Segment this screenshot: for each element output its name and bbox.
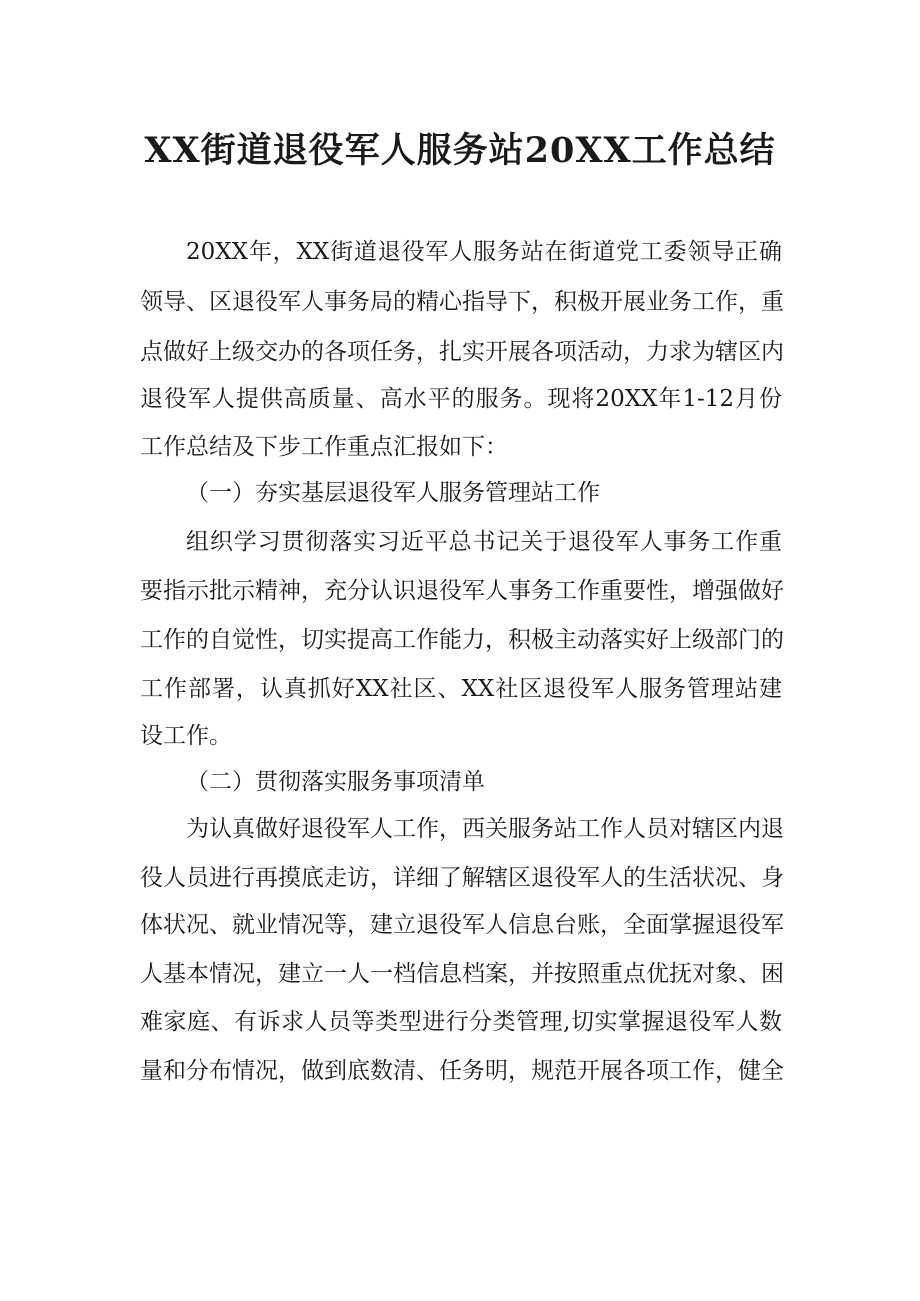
paragraph-line: 量和分布情况，做到底数清、任务明，规范开展各项工作，健全 xyxy=(140,1058,784,1084)
paragraph-line: 20XX年，XX街道退役军人服务站在街道党工委领导正确 xyxy=(186,239,782,265)
section-heading: （二）贯彻落实服务事项清单 xyxy=(186,769,485,795)
paragraph-line: 役人员进行再摸底走访，详细了解辖区退役军人的生活状况、身 xyxy=(140,865,784,891)
paragraph-line: 为认真做好退役军人工作，西关服务站工作人员对辖区内退 xyxy=(186,816,784,842)
paragraph-line: 退役军人提供高质量、高水平的服务。现将20XX年1-12月份 xyxy=(140,386,782,412)
paragraph-line: 设工作。 xyxy=(140,723,232,749)
section-heading: （一）夯实基层退役军人服务管理站工作 xyxy=(186,480,600,506)
document-title: XX街道退役军人服务站20XX工作总结 xyxy=(144,130,776,171)
paragraph-line: 体状况、就业情况等，建立退役军人信息台账，全面掌握退役军 xyxy=(140,912,784,938)
paragraph-line: 要指示批示精神，充分认识退役军人事务工作重要性，增强做好 xyxy=(140,578,784,604)
paragraph-line: 工作部署，认真抓好XX社区、XX社区退役军人服务管理站建 xyxy=(140,676,782,702)
paragraph-line: 工作的自觉性，切实提高工作能力，积极主动落实好上级部门的 xyxy=(140,627,784,653)
paragraph-line: 人基本情况，建立一人一档信息档案，并按照重点优抚对象、困 xyxy=(140,961,784,987)
paragraph-line: 点做好上级交办的各项任务，扎实开展各项活动，力求为辖区内 xyxy=(140,339,784,365)
paragraph-line: 领导、区退役军人事务局的精心指导下，积极开展业务工作，重 xyxy=(140,289,784,315)
paragraph-line: 工作总结及下步工作重点汇报如下： xyxy=(140,434,508,460)
paragraph-line: 难家庭、有诉求人员等类型进行分类管理,切实掌握退役军人数 xyxy=(140,1009,782,1035)
paragraph-line: 组织学习贯彻落实习近平总书记关于退役军人事务工作重 xyxy=(186,529,782,555)
